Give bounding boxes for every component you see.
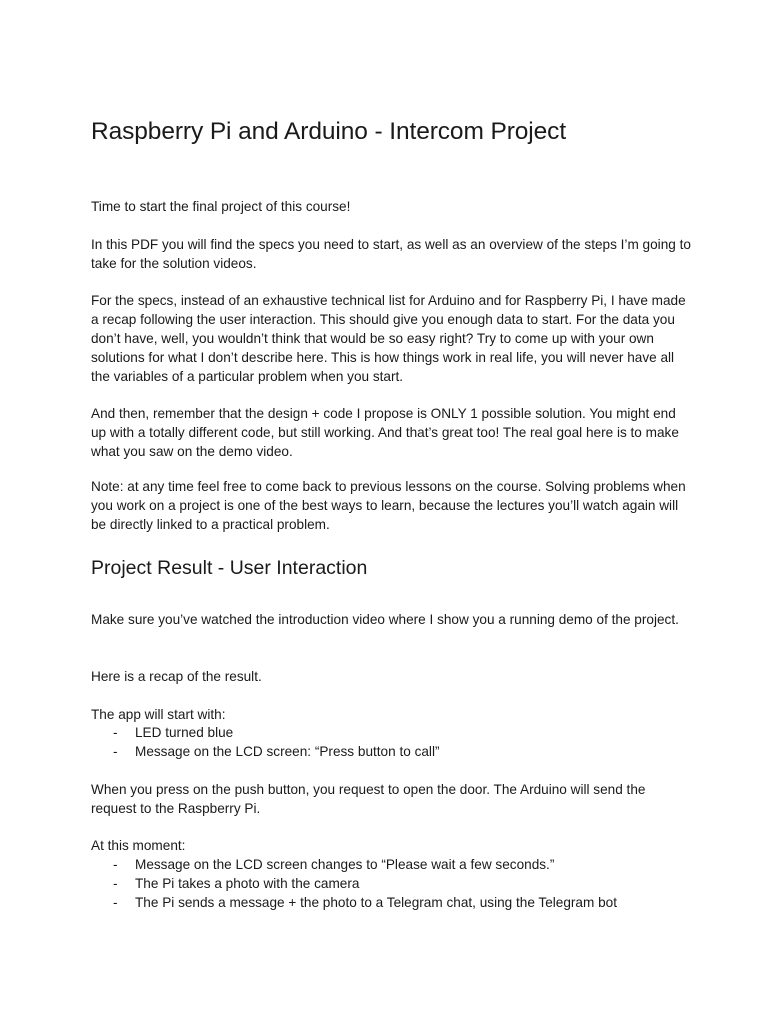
- start-state-list: [91, 723, 440, 761]
- intro-paragraph-5: Note: at any time feel free to come back to previous lessons on the course. Solving problems when you work on a project is one of the best ways to learn, because the lectures you’ll watch again will be directly linked to a practical problem.: [91, 479, 686, 532]
- list-item-text: LED turned blue: [135, 725, 234, 740]
- section-paragraph-4: When you press on the push button, you request to open the door. The Arduino will send the request to the Raspberry Pi.: [91, 782, 646, 816]
- intro-paragraph-2: In this PDF you will find the specs you need to start, as well as an overview of the steps I’m going to take for the solution videos.: [91, 237, 691, 271]
- list-item: [91, 893, 617, 912]
- list-dash: -: [113, 857, 118, 872]
- list-item-text: Message on the LCD screen changes to “Please wait a few seconds.”: [135, 857, 555, 872]
- list-dash: -: [113, 895, 118, 910]
- section-paragraph-3: The app will start with:: [91, 707, 226, 722]
- list-item-text: Message on the LCD screen: “Press button to call”: [135, 744, 440, 759]
- list-item: [91, 874, 617, 893]
- section-heading: Project Result - User Interaction: [91, 557, 368, 579]
- intro-paragraph-3: For the specs, instead of an exhaustive technical list for Arduino and for Raspberry Pi, I have made a recap following the user interaction. This should give you enough data to start. For the data you don’t have, well, you wouldn’t think that would be so easy right? Try to come up with your own solutions for what I don’t describe here. This is how things work in real life, you will never have all the variables of a particular problem when you start.: [91, 293, 686, 384]
- intro-paragraph-1: Time to start the final project of this course!: [91, 199, 351, 214]
- list-item: [91, 855, 617, 874]
- list-dash: -: [113, 744, 118, 759]
- list-dash: -: [113, 876, 118, 891]
- list-item: [91, 723, 440, 742]
- section-paragraph-2: Here is a recap of the result.: [91, 669, 262, 684]
- section-paragraph-1: Make sure you’ve watched the introduction video where I show you a running demo of the project.: [91, 612, 679, 627]
- document-title: Raspberry Pi and Arduino - Intercom Project: [91, 118, 567, 145]
- moment-list: [91, 855, 617, 912]
- section-paragraph-5: At this moment:: [91, 838, 186, 853]
- intro-paragraph-4: And then, remember that the design + code I propose is ONLY 1 possible solution. You might end up with a totally different code, but still working. And that’s great too! The real goal here is to make what you saw on the demo video.: [91, 406, 679, 459]
- list-dash: -: [113, 725, 118, 740]
- list-item-text: The Pi takes a photo with the camera: [135, 876, 360, 891]
- list-item: [91, 742, 440, 761]
- list-item-text: The Pi sends a message + the photo to a Telegram chat, using the Telegram bot: [135, 895, 617, 910]
